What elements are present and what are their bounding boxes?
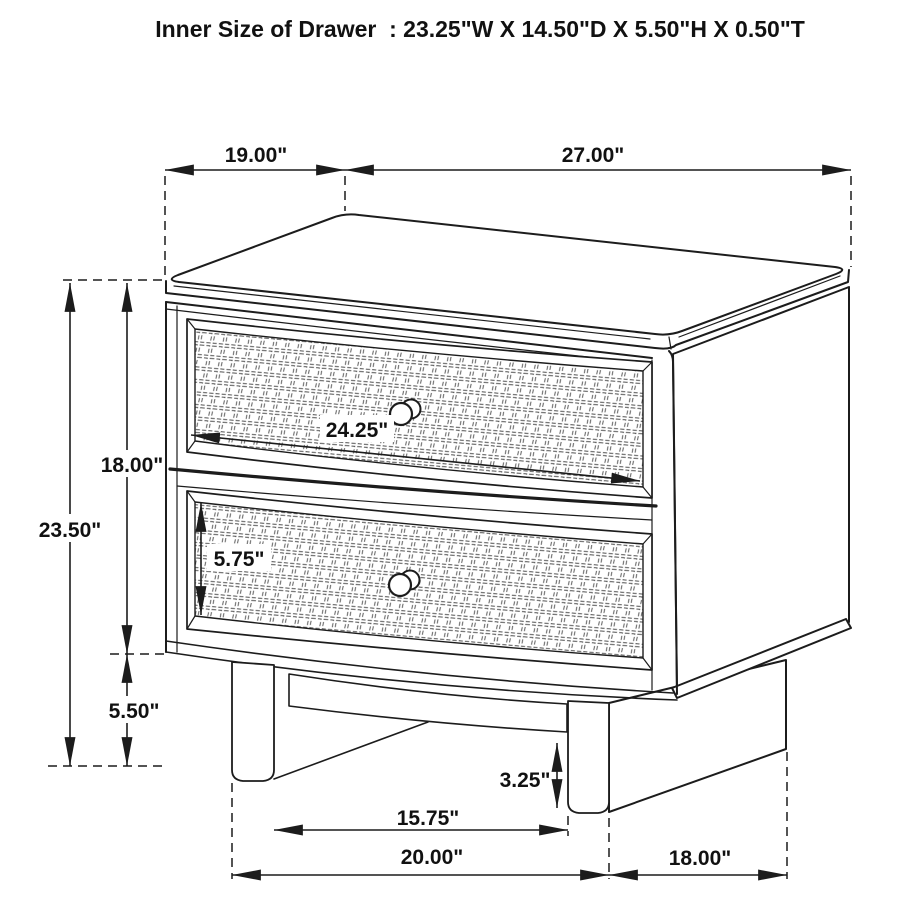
- dim-label-leg-height: 5.50": [108, 700, 160, 723]
- front-right-leg: [568, 701, 609, 813]
- dim-label-base-depth: 18.00": [668, 847, 732, 870]
- dim-label-base-width: 20.00": [400, 846, 464, 869]
- dim-label-body-height: 18.00": [100, 454, 164, 477]
- base-left-slab-bottom-edge: [274, 722, 428, 779]
- dim-label-drawer-height: 5.75": [213, 548, 265, 571]
- dim-label-total-height: 23.50": [38, 519, 102, 542]
- dim-label-drawer-width: 24.25": [325, 419, 389, 442]
- dim-label-top-width: 27.00": [561, 144, 625, 167]
- drawer-bottom: [187, 491, 652, 670]
- drawer-top: [187, 319, 652, 498]
- top-panel: [172, 214, 843, 334]
- dim-label-top-depth: 19.00": [224, 144, 288, 167]
- dim-label-clearance: 3.25": [499, 769, 551, 792]
- front-left-leg: [232, 662, 274, 781]
- dim-label-leg-spacing: 15.75": [396, 807, 460, 830]
- drawer-bottom-knob: [389, 574, 411, 596]
- diagram-title: Inner Size of Drawer : 23.25"W X 14.50"D X 5.50"H X 0.50"T: [155, 16, 805, 42]
- nightstand: [166, 214, 851, 813]
